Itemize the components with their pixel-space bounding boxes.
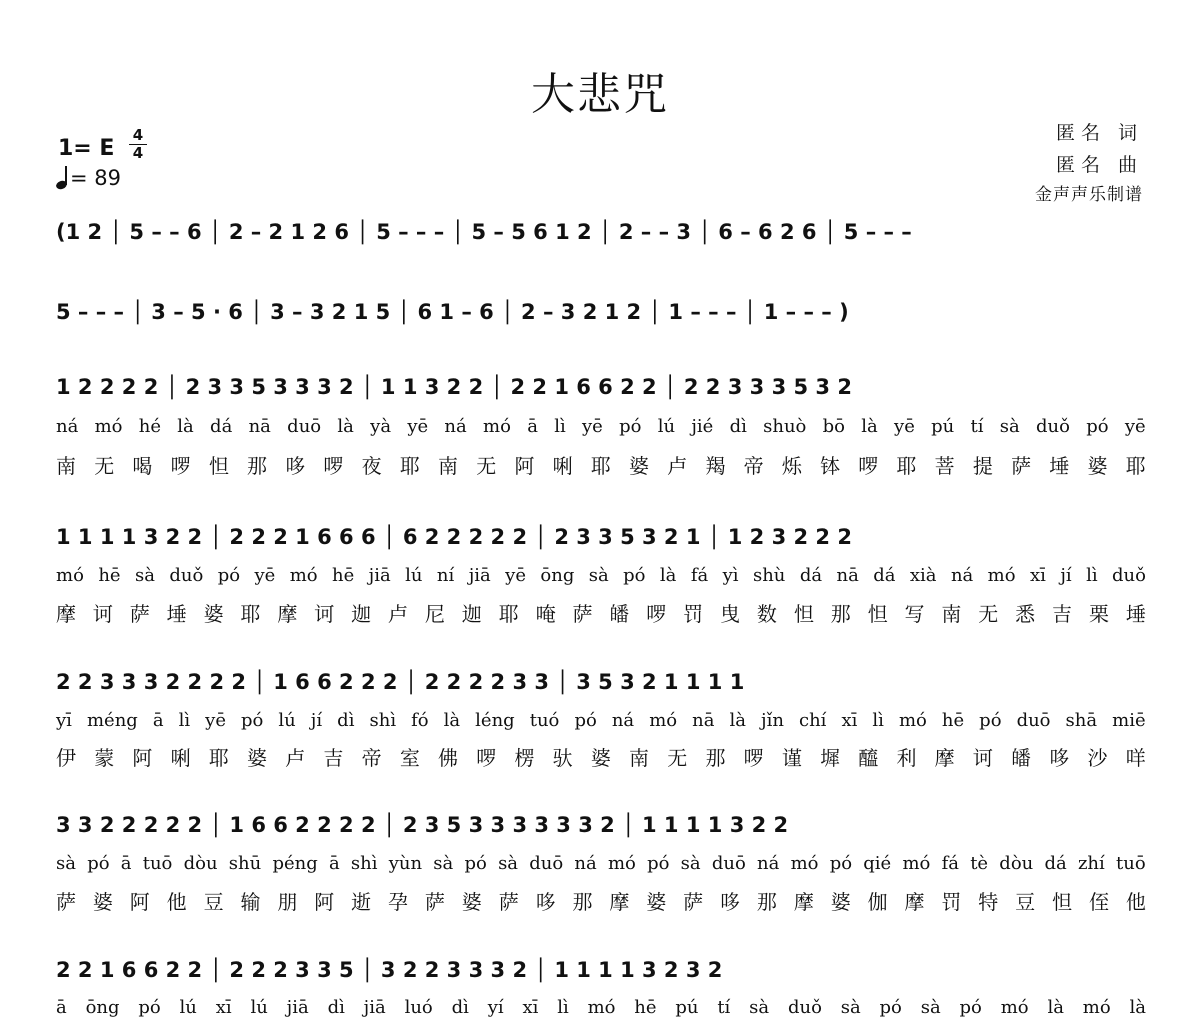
hanzi-syllable: 阿 xyxy=(129,890,150,914)
hanzi-syllable: 耶 xyxy=(896,454,917,478)
pinyin-syllable: ná xyxy=(56,416,79,437)
pinyin-syllable: duǒ xyxy=(169,565,204,586)
pinyin-syllable: duǒ xyxy=(1111,565,1146,586)
hanzi-syllable: 他 xyxy=(1125,890,1146,914)
hanzi-syllable: 伊 xyxy=(56,746,76,770)
pinyin-syllable: jǐn xyxy=(761,710,784,731)
pinyin-syllable: hē xyxy=(941,710,965,731)
hanzi-syllable: 诃 xyxy=(972,746,993,770)
hanzi-syllable: 婆 xyxy=(646,890,667,914)
pinyin-syllable: jiā xyxy=(286,997,309,1018)
hanzi-syllable: 耶 xyxy=(1125,454,1146,478)
pinyin-syllable: sà xyxy=(134,565,155,586)
pinyin-syllable: fá xyxy=(690,565,709,586)
pinyin-syllable: hē xyxy=(634,997,657,1018)
pinyin-syllable: lì xyxy=(872,710,884,731)
pinyin-syllable: duǒ xyxy=(787,997,822,1018)
pinyin-syllable: jié xyxy=(691,416,714,437)
pinyin-syllable: lì xyxy=(1086,565,1098,586)
hanzi-syllable: 啰 xyxy=(170,454,191,478)
pinyin-syllable: duō xyxy=(287,416,322,437)
pinyin-syllable: jiā xyxy=(363,997,386,1018)
pinyin-syllable: là xyxy=(337,416,354,437)
hanzi-syllable: 孕 xyxy=(388,890,409,914)
hanzi-syllable: 婆 xyxy=(203,602,224,626)
verse-staff-5: 2 2 1 6 6 2 2 │ 2 2 2 3 3 5 │ 3 2 2 3 3 3 2 │ 1 1 1 1 3 2 3 2 xyxy=(56,958,723,982)
hanzi-syllable: 佛 xyxy=(438,746,459,770)
pinyin-syllable: sà xyxy=(999,416,1020,437)
pinyin-syllable: xī xyxy=(522,997,539,1018)
pinyin-syllable: ōng xyxy=(85,997,120,1018)
hanzi-syllable: 迦 xyxy=(351,602,372,626)
pinyin-syllable: yē xyxy=(205,710,226,731)
pinyin-syllable: mó xyxy=(790,853,819,874)
verse-staff-2: 1 1 1 1 3 2 2 │ 2 2 2 1 6 6 6 │ 6 2 2 2 2 2 │ 2 3 3 5 3 2 1 │ 1 2 3 2 2 2 xyxy=(56,525,852,549)
hanzi-syllable: 侄 xyxy=(1088,890,1109,914)
hanzi-syllable: 阿 xyxy=(514,454,535,478)
pinyin-syllable: yì xyxy=(722,565,739,586)
pinyin-syllable: là xyxy=(1047,997,1064,1018)
pinyin-line-1 xyxy=(56,416,1146,437)
hanzi-syllable: 阿 xyxy=(132,746,153,770)
tempo-value: = 89 xyxy=(70,166,121,190)
pinyin-syllable: pó xyxy=(574,710,597,731)
hanzi-syllable: 摩 xyxy=(277,602,298,626)
pinyin-syllable: hē xyxy=(98,565,121,586)
pinyin-line-3 xyxy=(56,710,1146,731)
pinyin-syllable: pú xyxy=(931,416,955,437)
hanzi-syllable: 唎 xyxy=(170,746,191,770)
hanzi-syllable: 那 xyxy=(756,890,777,914)
hanzi-syllable: 萨 xyxy=(56,890,76,914)
pinyin-syllable: ná xyxy=(950,565,974,586)
hanzi-syllable: 豆 xyxy=(1015,890,1036,914)
pinyin-syllable: shuò xyxy=(763,416,807,437)
pinyin-syllable: nā xyxy=(692,710,715,731)
pinyin-syllable: pó xyxy=(623,565,646,586)
hanzi-syllable: 利 xyxy=(896,746,917,770)
pinyin-syllable: yùn xyxy=(388,853,423,874)
hanzi-syllable: 写 xyxy=(904,602,925,626)
pinyin-syllable: mó xyxy=(902,853,931,874)
pinyin-syllable: tuó xyxy=(529,710,560,731)
pinyin-syllable: shū xyxy=(228,853,262,874)
pinyin-syllable: mó xyxy=(289,565,318,586)
hanzi-syllable: 萨 xyxy=(498,890,519,914)
hanzi-syllable: 无 xyxy=(476,454,497,478)
pinyin-syllable: dá xyxy=(210,416,233,437)
pinyin-syllable: pó xyxy=(829,853,853,874)
hanzi-syllable: 那 xyxy=(705,746,726,770)
pinyin-syllable: mó xyxy=(898,710,927,731)
pinyin-syllable: dì xyxy=(327,997,345,1018)
hanzi-line-4 xyxy=(56,886,1146,915)
pinyin-syllable: dá xyxy=(1044,853,1067,874)
hanzi-syllable: 他 xyxy=(166,890,187,914)
hanzi-syllable: 摩 xyxy=(793,890,814,914)
pinyin-syllable: fá xyxy=(941,853,959,874)
hanzi-syllable: 怛 xyxy=(1052,890,1073,914)
hanzi-syllable: 婆 xyxy=(461,890,482,914)
key-signature: 1= E xyxy=(58,136,115,161)
hanzi-line-1 xyxy=(56,450,1146,479)
pinyin-syllable: yē xyxy=(581,416,603,437)
pinyin-syllable: pó xyxy=(138,997,161,1018)
pinyin-syllable: mó xyxy=(987,565,1016,586)
hanzi-syllable: 悉 xyxy=(1015,602,1036,626)
pinyin-syllable: dòu xyxy=(183,853,218,874)
hanzi-syllable: 提 xyxy=(972,454,993,478)
pinyin-syllable: là xyxy=(729,710,746,731)
pinyin-syllable: jí xyxy=(1060,565,1072,586)
pinyin-syllable: dì xyxy=(451,997,469,1018)
hanzi-syllable: 烁 xyxy=(781,454,802,478)
hanzi-syllable: 皤 xyxy=(609,602,630,626)
pinyin-syllable: yē xyxy=(505,565,526,586)
pinyin-syllable: sà xyxy=(680,853,701,874)
pinyin-syllable: mó xyxy=(587,997,616,1018)
pinyin-syllable: ná xyxy=(757,853,780,874)
hanzi-syllable: 唎 xyxy=(552,454,573,478)
hanzi-syllable: 醯 xyxy=(858,746,879,770)
hanzi-syllable: 啰 xyxy=(743,746,764,770)
pinyin-syllable: lú xyxy=(278,710,296,731)
pinyin-syllable: pó xyxy=(217,565,241,586)
hanzi-syllable: 朋 xyxy=(277,890,298,914)
hanzi-syllable: 卢 xyxy=(285,746,306,770)
hanzi-line-3 xyxy=(56,742,1146,771)
pinyin-syllable: zhí xyxy=(1077,853,1105,874)
pinyin-line-4 xyxy=(56,853,1146,874)
pinyin-syllable: yē xyxy=(407,416,429,437)
pinyin-syllable: ōng xyxy=(540,565,575,586)
hanzi-syllable: 怛 xyxy=(867,602,888,626)
hanzi-syllable: 南 xyxy=(941,602,962,626)
pinyin-syllable: ní xyxy=(436,565,455,586)
pinyin-syllable: xī xyxy=(1029,565,1046,586)
meter-bottom: 4 xyxy=(132,144,144,162)
verse-staff-1: 1 2 2 2 2 │ 2 3 3 5 3 3 3 2 │ 1 1 3 2 2 │ 2 2 1 6 6 2 2 │ 2 2 3 3 3 5 3 2 xyxy=(56,375,852,399)
hanzi-syllable: 输 xyxy=(240,890,261,914)
hanzi-syllable: 耶 xyxy=(590,454,611,478)
pinyin-syllable: mó xyxy=(607,853,636,874)
hanzi-syllable: 婆 xyxy=(629,454,650,478)
pinyin-syllable: pó xyxy=(979,710,1002,731)
hanzi-syllable: 南 xyxy=(56,454,76,478)
hanzi-syllable: 卢 xyxy=(388,602,409,626)
hanzi-syllable: 咩 xyxy=(1125,746,1146,770)
hanzi-syllable: 室 xyxy=(399,746,420,770)
pinyin-syllable: yē xyxy=(254,565,276,586)
pinyin-syllable: duō xyxy=(711,853,746,874)
hanzi-syllable: 萨 xyxy=(683,890,704,914)
pinyin-syllable: yī xyxy=(56,710,72,731)
pinyin-syllable: pó xyxy=(1086,416,1109,437)
pinyin-syllable: sà xyxy=(588,565,609,586)
hanzi-syllable: 钵 xyxy=(820,454,841,478)
hanzi-syllable: 埵 xyxy=(1049,454,1070,478)
pinyin-syllable: sà xyxy=(433,853,454,874)
pinyin-syllable: ā xyxy=(120,853,132,874)
pinyin-syllable: lú xyxy=(179,997,197,1018)
pinyin-syllable: chí xyxy=(798,710,827,731)
pinyin-syllable: ā xyxy=(56,997,67,1018)
tempo-marking xyxy=(56,166,121,190)
verse-staff-4: 3 3 2 2 2 2 2 │ 1 6 6 2 2 2 2 │ 2 3 5 3 3 3 3 3 3 2 │ 1 1 1 1 3 2 2 xyxy=(56,813,789,837)
hanzi-syllable: 埵 xyxy=(166,602,187,626)
hanzi-syllable: 耶 xyxy=(498,602,519,626)
pinyin-syllable: sà xyxy=(920,997,941,1018)
pinyin-syllable: shì xyxy=(369,710,397,731)
pinyin-syllable: lú xyxy=(657,416,676,437)
hanzi-syllable: 楞 xyxy=(514,746,535,770)
pinyin-syllable: là xyxy=(1129,997,1146,1018)
pinyin-syllable: nā xyxy=(836,565,859,586)
hanzi-syllable: 萨 xyxy=(129,602,150,626)
pinyin-line-5 xyxy=(56,997,1146,1018)
pinyin-syllable: méng xyxy=(86,710,138,731)
hanzi-syllable: 怛 xyxy=(793,602,814,626)
hanzi-syllable: 数 xyxy=(756,602,777,626)
pinyin-syllable: shā xyxy=(1065,710,1098,731)
hanzi-syllable: 无 xyxy=(978,602,999,626)
hanzi-syllable: 萨 xyxy=(1011,454,1032,478)
pinyin-syllable: tè xyxy=(970,853,989,874)
hanzi-syllable: 吉 xyxy=(1052,602,1073,626)
pinyin-syllable: ná xyxy=(611,710,635,731)
hanzi-syllable: 啰 xyxy=(323,454,344,478)
pinyin-syllable: shì xyxy=(350,853,378,874)
pinyin-syllable: hē xyxy=(332,565,355,586)
pinyin-syllable: bō xyxy=(822,416,846,437)
hanzi-syllable: 墀 xyxy=(820,746,841,770)
pinyin-syllable: là xyxy=(443,710,461,731)
pinyin-syllable: pó xyxy=(241,710,264,731)
hanzi-syllable: 迦 xyxy=(461,602,482,626)
hanzi-syllable: 那 xyxy=(247,454,268,478)
pinyin-syllable: pó xyxy=(619,416,642,437)
pinyin-syllable: yē xyxy=(894,416,915,437)
pinyin-syllable: mó xyxy=(56,565,84,586)
hanzi-syllable: 啰 xyxy=(858,454,879,478)
hanzi-syllable: 那 xyxy=(830,602,851,626)
pinyin-syllable: nā xyxy=(248,416,271,437)
pinyin-syllable: ā xyxy=(328,853,340,874)
pinyin-syllable: tuō xyxy=(1116,853,1146,874)
pinyin-syllable: dì xyxy=(729,416,747,437)
hanzi-syllable: 那 xyxy=(572,890,593,914)
pinyin-syllable: péng xyxy=(272,853,318,874)
hanzi-syllable: 萨 xyxy=(424,890,445,914)
composer-credit: 匿名 曲 xyxy=(1055,154,1143,176)
pinyin-syllable: dá xyxy=(799,565,823,586)
hanzi-syllable: 萨 xyxy=(572,602,593,626)
pinyin-syllable: pó xyxy=(464,853,487,874)
hanzi-syllable: 耶 xyxy=(208,746,229,770)
hanzi-syllable: 啰 xyxy=(476,746,497,770)
pinyin-syllable: tuō xyxy=(142,853,173,874)
pinyin-syllable: lì xyxy=(178,710,191,731)
pinyin-syllable: xī xyxy=(841,710,858,731)
hanzi-syllable: 皤 xyxy=(1011,746,1032,770)
pinyin-syllable: pó xyxy=(959,997,982,1018)
pinyin-syllable: xī xyxy=(215,997,232,1018)
hanzi-syllable: 栗 xyxy=(1088,602,1109,626)
pinyin-syllable: dòu xyxy=(999,853,1034,874)
hanzi-syllable: 特 xyxy=(978,890,999,914)
pinyin-syllable: yà xyxy=(370,416,392,437)
pinyin-syllable: sà xyxy=(840,997,861,1018)
hanzi-syllable: 罚 xyxy=(683,602,704,626)
hanzi-syllable: 摩 xyxy=(904,890,925,914)
pinyin-syllable: lì xyxy=(557,997,569,1018)
hanzi-syllable: 耶 xyxy=(399,454,420,478)
hanzi-syllable: 豆 xyxy=(203,890,224,914)
pinyin-syllable: pó xyxy=(879,997,902,1018)
pinyin-syllable: léng xyxy=(475,710,515,731)
hanzi-syllable: 婆 xyxy=(92,890,113,914)
hanzi-syllable: 埵 xyxy=(1125,602,1146,626)
hanzi-syllable: 摩 xyxy=(609,890,630,914)
hanzi-syllable: 尼 xyxy=(424,602,445,626)
hanzi-syllable: 哆 xyxy=(535,890,556,914)
pinyin-syllable: shù xyxy=(752,565,786,586)
hanzi-syllable: 卢 xyxy=(667,454,688,478)
engraver-credit: 金声声乐制谱 xyxy=(1035,185,1143,205)
pinyin-syllable: lú xyxy=(250,997,268,1018)
hanzi-syllable: 喝 xyxy=(132,454,153,478)
pinyin-syllable: jí xyxy=(310,710,323,731)
pinyin-syllable: ná xyxy=(574,853,597,874)
hanzi-syllable: 菩 xyxy=(934,454,955,478)
pinyin-syllable: tí xyxy=(717,997,731,1018)
meter-top: 4 xyxy=(132,126,144,144)
pinyin-syllable: jiā xyxy=(368,565,391,586)
hanzi-syllable: 婆 xyxy=(247,746,268,770)
hanzi-syllable: 无 xyxy=(667,746,688,770)
pinyin-syllable: dá xyxy=(873,565,896,586)
hanzi-syllable: 摩 xyxy=(56,602,76,626)
pinyin-syllable: ná xyxy=(444,416,467,437)
pinyin-syllable: lì xyxy=(554,416,566,437)
pinyin-syllable: fó xyxy=(411,710,429,731)
hanzi-syllable: 哆 xyxy=(285,454,306,478)
hanzi-syllable: 啰 xyxy=(646,602,667,626)
pinyin-syllable: mó xyxy=(649,710,678,731)
intro-staff-1: (1 2 │ 5 – – 6 │ 2 – 2 1 2 6 │ 5 – – – │ 5 – 5 6 1 2 │ 2 – – 3 │ 6 – 6 2 6 │ 5 – – – xyxy=(56,220,912,244)
pinyin-syllable: ā xyxy=(152,710,164,731)
hanzi-syllable: 驮 xyxy=(552,746,573,770)
hanzi-syllable: 曳 xyxy=(720,602,741,626)
hanzi-syllable: 夜 xyxy=(361,454,382,478)
pinyin-syllable: duǒ xyxy=(1036,416,1070,437)
pinyin-syllable: pó xyxy=(87,853,110,874)
pinyin-syllable: ā xyxy=(527,416,538,437)
hanzi-syllable: 阿 xyxy=(314,890,335,914)
hanzi-syllable: 诃 xyxy=(92,602,113,626)
pinyin-syllable: mó xyxy=(1000,997,1029,1018)
pinyin-syllable: xià xyxy=(909,565,937,586)
hanzi-syllable: 南 xyxy=(629,746,650,770)
hanzi-syllable: 唵 xyxy=(535,602,556,626)
pinyin-syllable: pú xyxy=(675,997,699,1018)
pinyin-syllable: sà xyxy=(749,997,770,1018)
pinyin-syllable: qié xyxy=(863,853,892,874)
pinyin-syllable: sà xyxy=(498,853,519,874)
hanzi-syllable: 哆 xyxy=(720,890,741,914)
hanzi-syllable: 南 xyxy=(438,454,459,478)
pinyin-syllable: là xyxy=(659,565,677,586)
pinyin-syllable: mó xyxy=(483,416,511,437)
pinyin-syllable: duō xyxy=(1016,710,1051,731)
pinyin-syllable: mó xyxy=(94,416,123,437)
time-signature xyxy=(129,128,147,161)
hanzi-syllable: 帝 xyxy=(743,454,764,478)
pinyin-syllable: là xyxy=(177,416,194,437)
lyricist-credit: 匿名 词 xyxy=(1055,122,1143,144)
pinyin-syllable: là xyxy=(861,416,878,437)
pinyin-syllable: jiā xyxy=(468,565,491,586)
verse-staff-3: 2 2 3 3 3 2 2 2 2 │ 1 6 6 2 2 2 │ 2 2 2 2 3 3 │ 3 5 3 2 1 1 1 1 xyxy=(56,670,745,694)
hanzi-syllable: 怛 xyxy=(208,454,229,478)
hanzi-syllable: 哆 xyxy=(1049,746,1070,770)
hanzi-syllable: 无 xyxy=(94,454,115,478)
pinyin-syllable: luó xyxy=(404,997,433,1018)
hanzi-line-2 xyxy=(56,598,1146,627)
hanzi-syllable: 婆 xyxy=(590,746,611,770)
score-title: 大悲咒 xyxy=(531,69,669,120)
hanzi-syllable: 蒙 xyxy=(94,746,115,770)
pinyin-syllable: sà xyxy=(56,853,76,874)
intro-staff-2: 5 – – – │ 3 – 5 · 6 │ 3 – 3 2 1 5 │ 6 1 – 6 │ 2 – 3 2 1 2 │ 1 – – – │ 1 – – – ) xyxy=(56,300,849,324)
pinyin-syllable: yí xyxy=(487,997,504,1018)
hanzi-syllable: 耶 xyxy=(240,602,261,626)
pinyin-syllable: miē xyxy=(1112,710,1146,731)
hanzi-syllable: 帝 xyxy=(361,746,382,770)
hanzi-syllable: 罚 xyxy=(941,890,962,914)
pinyin-syllable: tí xyxy=(970,416,984,437)
hanzi-syllable: 婆 xyxy=(830,890,851,914)
hanzi-syllable: 羯 xyxy=(705,454,726,478)
hanzi-syllable: 婆 xyxy=(1087,454,1108,478)
hanzi-syllable: 诃 xyxy=(314,602,335,626)
hanzi-syllable: 吉 xyxy=(323,746,344,770)
pinyin-syllable: pó xyxy=(647,853,670,874)
hanzi-syllable: 沙 xyxy=(1087,746,1108,770)
pinyin-syllable: dì xyxy=(337,710,355,731)
pinyin-syllable: yē xyxy=(1124,416,1146,437)
pinyin-syllable: mó xyxy=(1082,997,1111,1018)
pinyin-line-2 xyxy=(56,565,1146,586)
pinyin-syllable: hé xyxy=(138,416,162,437)
hanzi-syllable: 摩 xyxy=(934,746,955,770)
hanzi-syllable: 伽 xyxy=(867,890,888,914)
hanzi-syllable: 谨 xyxy=(781,746,802,770)
pinyin-syllable: duō xyxy=(529,853,564,874)
hanzi-syllable: 逝 xyxy=(351,890,372,914)
quarter-note-icon xyxy=(56,166,70,190)
pinyin-syllable: lú xyxy=(405,565,423,586)
